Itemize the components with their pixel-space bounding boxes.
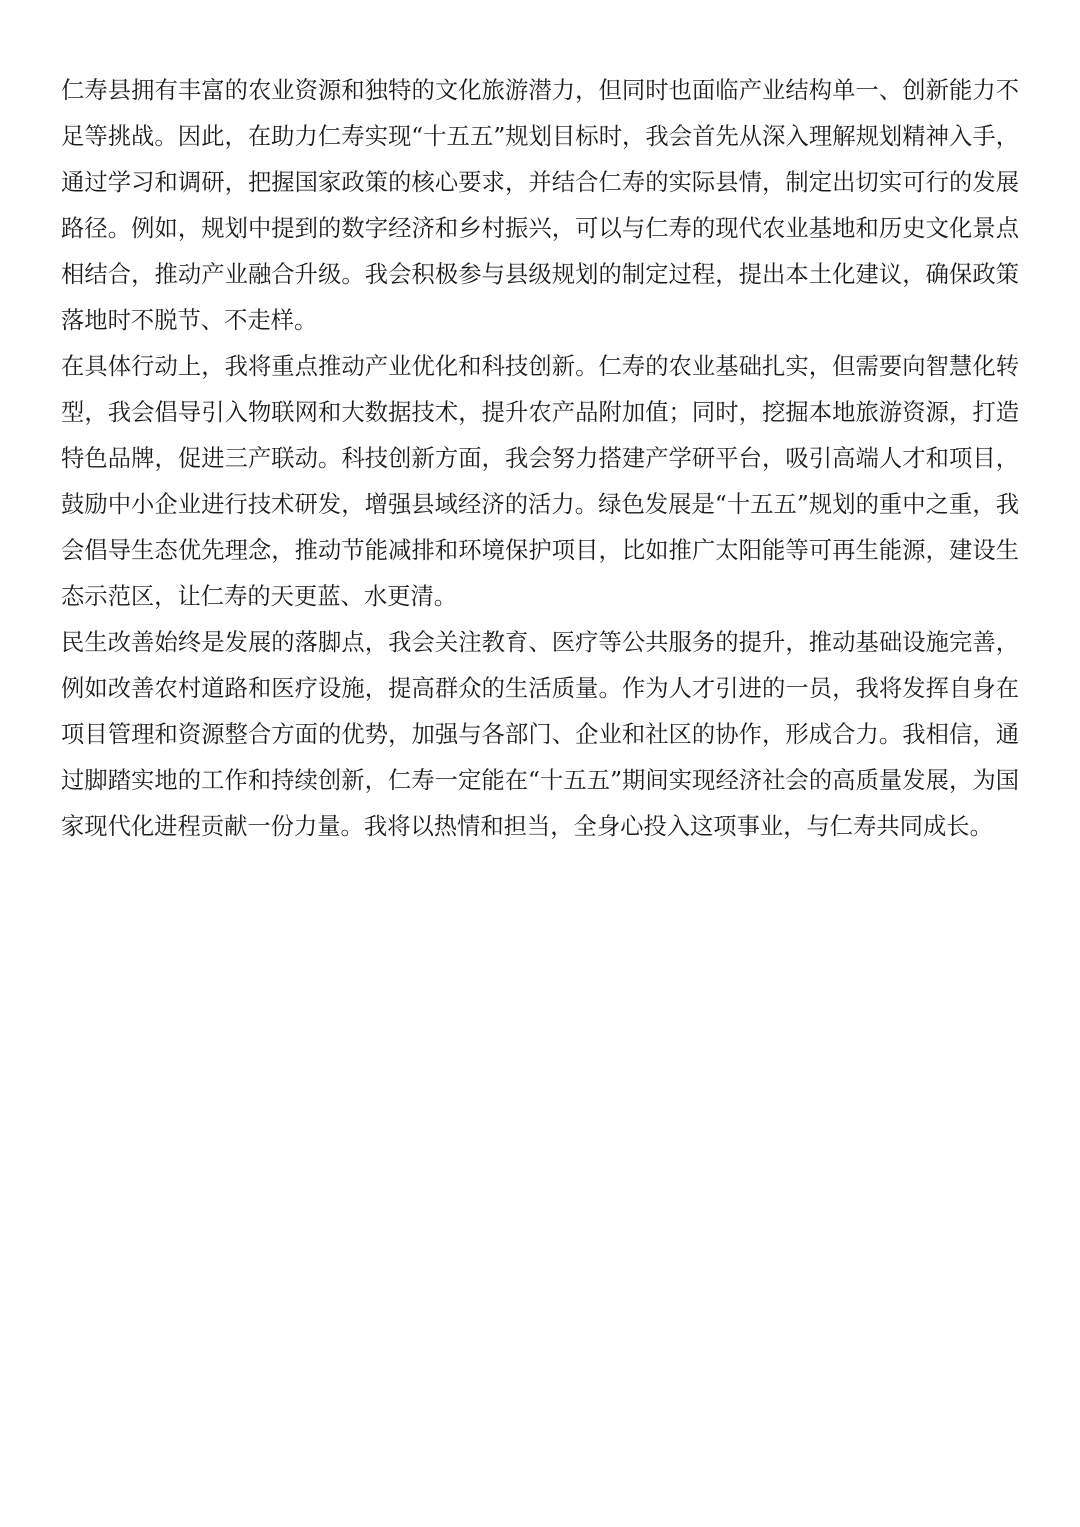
- paragraph-2: 在具体行动上，我将重点推动产业优化和科技创新。仁寿的农业基础扎实，但需要向智慧化转型，我会倡导引入物联网和大数据技术，提升农产品附加值；同时，挖掘本地旅游资源，打造特色品牌，促进三产联动。科技创新方面，我会努力搭建产学研平台，吸引高端人才和项目，鼓励中小企业进行技术研发，增强县域经济的活力。绿色发展是“十五五”规划的重中之重，我会倡导生态优先理念，推动节能减排和环境保护项目，比如推广太阳能等可再生能源，建设生态示范区，让仁寿的天更蓝、水更清。: [61, 353, 1019, 610]
- document-body: [61, 68, 1019, 850]
- paragraph-1: 仁寿县拥有丰富的农业资源和独特的文化旅游潜力，但同时也面临产业结构单一、创新能力不足等挑战。因此，在助力仁寿实现“十五五”规划目标时，我会首先从深入理解规划精神入手，通过学习和调研，把握国家政策的核心要求，并结合仁寿的实际县情，制定出切实可行的发展路径。例如，规划中提到的数字经济和乡村振兴，可以与仁寿的现代农业基地和历史文化景点相结合，推动产业融合升级。我会积极参与县级规划的制定过程，提出本土化建议，确保政策落地时不脱节、不走样。: [61, 77, 1019, 334]
- paragraph-3: 民生改善始终是发展的落脚点，我会关注教育、医疗等公共服务的提升，推动基础设施完善，例如改善农村道路和医疗设施，提高群众的生活质量。作为人才引进的一员，我将发挥自身在项目管理和资源整合方面的优势，加强与各部门、企业和社区的协作，形成合力。我相信，通过脚踏实地的工作和持续创新，仁寿一定能在“十五五”期间实现经济社会的高质量发展，为国家现代化进程贡献一份力量。我将以热情和担当，全身心投入这项事业，与仁寿共同成长。: [61, 629, 1019, 840]
